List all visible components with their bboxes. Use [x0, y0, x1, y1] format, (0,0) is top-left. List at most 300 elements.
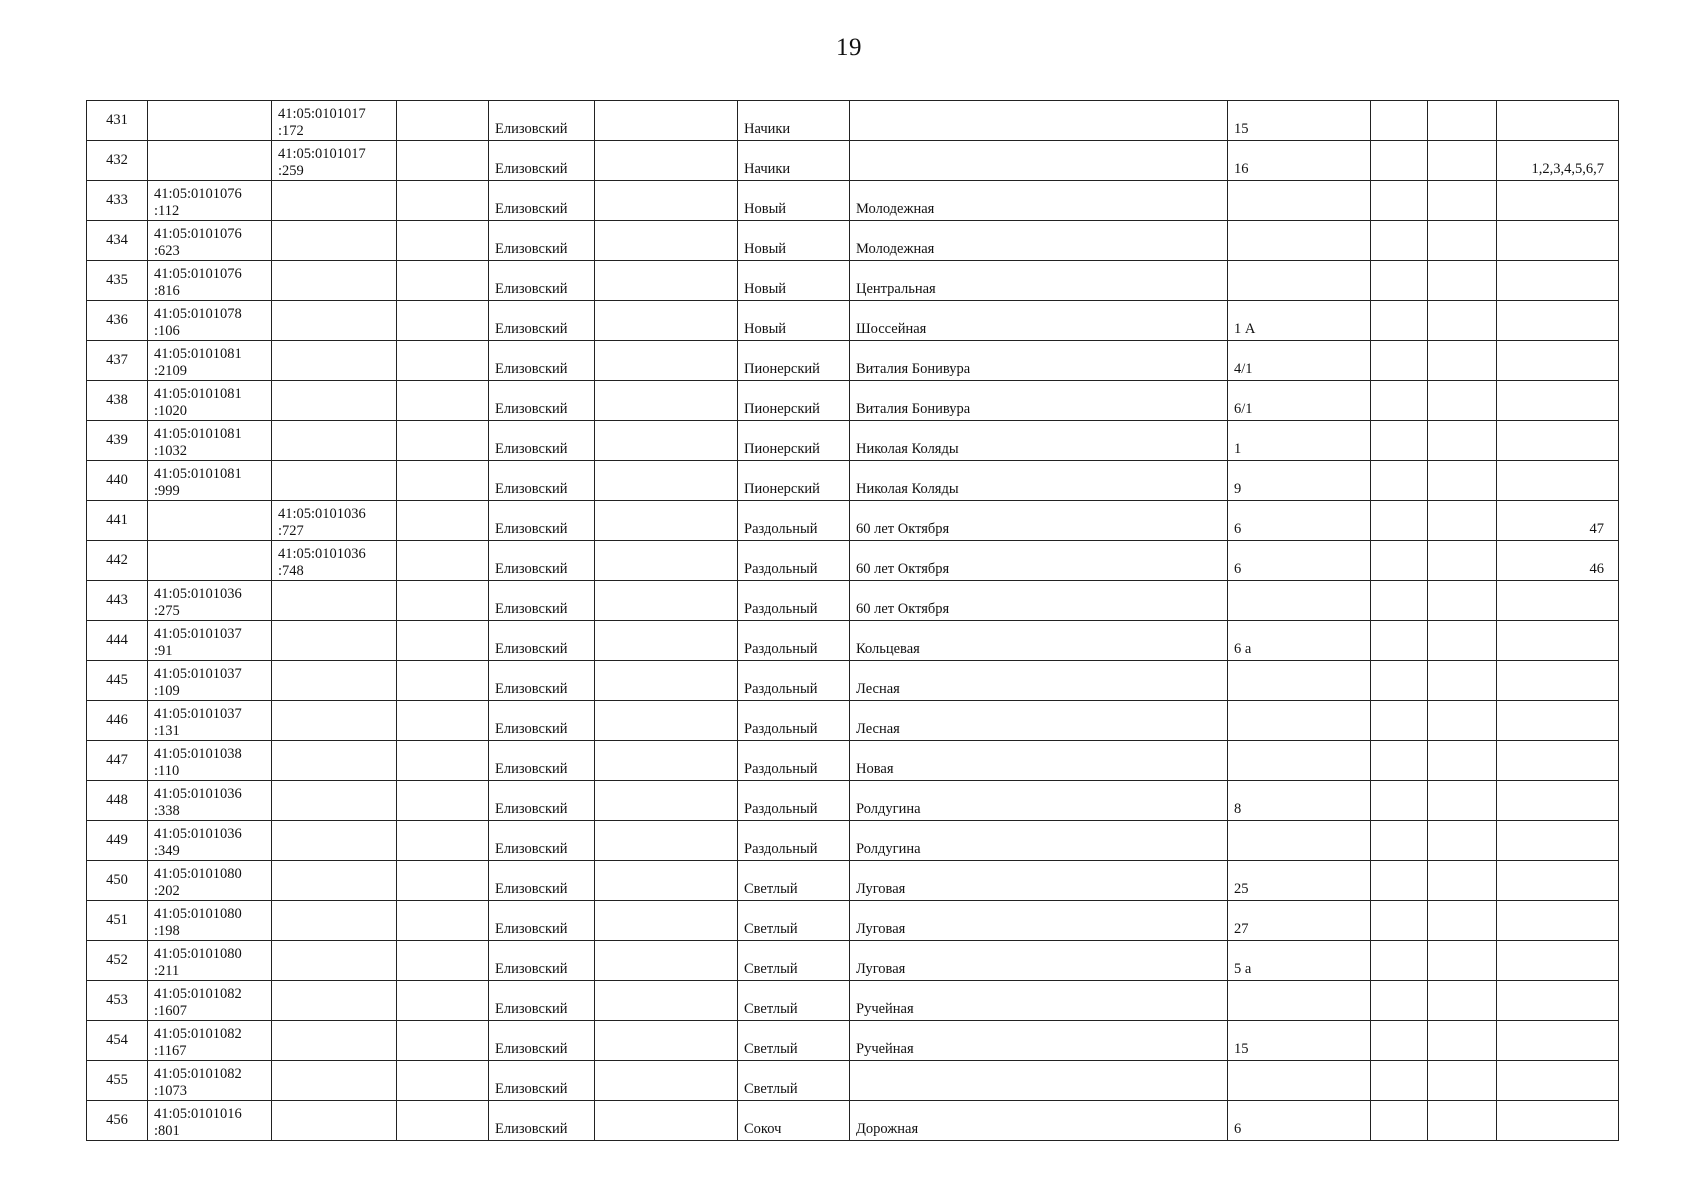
street-cell: [850, 101, 1228, 141]
row-number-cell: 445: [87, 661, 148, 701]
settlement-cell: Раздольный: [738, 541, 850, 581]
street-cell: Ручейная: [850, 1021, 1228, 1061]
building-cadastral-number-cell: [272, 861, 397, 901]
empty-cell: [1428, 781, 1497, 821]
empty-cell: [397, 821, 489, 861]
empty-cell: [397, 941, 489, 981]
street-cell: 60 лет Октября: [850, 581, 1228, 621]
empty-cell: [1428, 421, 1497, 461]
empty-cell: [1371, 381, 1428, 421]
cadastral-number-cell-line: 41:05:0101037: [154, 666, 242, 682]
cadastral-number-cell-line: 41:05:0101080: [154, 906, 242, 922]
apartments-cell: [1497, 741, 1619, 781]
empty-cell: [595, 301, 738, 341]
settlement-cell: Раздольный: [738, 821, 850, 861]
settlement-cell: Начики: [738, 101, 850, 141]
empty-cell: [1428, 661, 1497, 701]
street-cell: Дорожная: [850, 1101, 1228, 1141]
street-cell: [850, 141, 1228, 181]
street-cell: Луговая: [850, 901, 1228, 941]
row-number-cell: 440: [87, 461, 148, 501]
street-cell: Молодежная: [850, 181, 1228, 221]
cadastral-number-cell-line: 41:05:0101036: [154, 786, 242, 802]
settlement-cell: Раздольный: [738, 581, 850, 621]
empty-cell: [1371, 941, 1428, 981]
district-cell: Елизовский: [489, 1101, 595, 1141]
empty-cell: [1371, 661, 1428, 701]
building-cadastral-number-cell-line: :259: [278, 163, 304, 179]
street-cell: Виталия Бонивура: [850, 381, 1228, 421]
empty-cell: [397, 581, 489, 621]
empty-cell: [397, 341, 489, 381]
empty-cell: [1371, 181, 1428, 221]
settlement-cell: Раздольный: [738, 781, 850, 821]
empty-cell: [1428, 741, 1497, 781]
district-cell: Елизовский: [489, 941, 595, 981]
district-cell: Елизовский: [489, 901, 595, 941]
cadastral-number-cell: [148, 301, 272, 341]
empty-cell: [1371, 821, 1428, 861]
street-cell: Николая Коляды: [850, 421, 1228, 461]
empty-cell: [397, 181, 489, 221]
row-number-cell: 454: [87, 1021, 148, 1061]
table-row: [87, 781, 1619, 821]
settlement-cell: Светлый: [738, 981, 850, 1021]
street-cell: Луговая: [850, 861, 1228, 901]
table-row: [87, 221, 1619, 261]
cadastral-number-cell-line: 41:05:0101081: [154, 386, 242, 402]
cadastral-number-cell-line: :816: [154, 283, 180, 299]
row-number-cell: 456: [87, 1101, 148, 1141]
empty-cell: [1371, 421, 1428, 461]
page-number: 19: [836, 34, 862, 61]
cadastral-number-cell-line: 41:05:0101076: [154, 226, 242, 242]
building-cadastral-number-cell-line: :727: [278, 523, 304, 539]
empty-cell: [595, 261, 738, 301]
cadastral-number-cell: [148, 621, 272, 661]
empty-cell: [1371, 621, 1428, 661]
row-number-cell: 453: [87, 981, 148, 1021]
empty-cell: [1428, 381, 1497, 421]
cadastral-number-cell-line: :106: [154, 323, 180, 339]
district-cell: Елизовский: [489, 861, 595, 901]
empty-cell: [397, 1061, 489, 1101]
apartments-cell: 1,2,3,4,5,6,7: [1497, 141, 1619, 181]
empty-cell: [1428, 141, 1497, 181]
district-cell: Елизовский: [489, 101, 595, 141]
house-number-cell: [1228, 581, 1371, 621]
empty-cell: [1371, 901, 1428, 941]
building-cadastral-number-cell: [272, 741, 397, 781]
table-row: [87, 821, 1619, 861]
house-number-cell: [1228, 261, 1371, 301]
district-cell: Елизовский: [489, 221, 595, 261]
building-cadastral-number-cell: [272, 821, 397, 861]
empty-cell: [595, 181, 738, 221]
empty-cell: [1428, 221, 1497, 261]
empty-cell: [1371, 1101, 1428, 1141]
street-cell: 60 лет Октября: [850, 541, 1228, 581]
settlement-cell: Пионерский: [738, 421, 850, 461]
building-cadastral-number-cell: [272, 981, 397, 1021]
cadastral-number-cell: [148, 181, 272, 221]
street-cell: Ручейная: [850, 981, 1228, 1021]
empty-cell: [397, 301, 489, 341]
empty-cell: [595, 1061, 738, 1101]
house-number-cell: 15: [1228, 101, 1371, 141]
row-number-cell: 451: [87, 901, 148, 941]
cadastral-number-cell: [148, 541, 272, 581]
table-row: [87, 661, 1619, 701]
house-number-cell: [1228, 741, 1371, 781]
empty-cell: [1428, 181, 1497, 221]
street-cell: Лесная: [850, 661, 1228, 701]
street-cell: Ролдугина: [850, 821, 1228, 861]
empty-cell: [1371, 541, 1428, 581]
settlement-cell: Новый: [738, 301, 850, 341]
cadastral-number-cell: [148, 381, 272, 421]
street-cell: Луговая: [850, 941, 1228, 981]
settlement-cell: Новый: [738, 181, 850, 221]
cadastral-number-cell: [148, 501, 272, 541]
cadastral-number-cell-line: :109: [154, 683, 180, 699]
cadastral-number-cell: [148, 1021, 272, 1061]
apartments-cell: [1497, 581, 1619, 621]
empty-cell: [595, 541, 738, 581]
empty-cell: [1371, 1021, 1428, 1061]
empty-cell: [397, 261, 489, 301]
building-cadastral-number-cell: [272, 421, 397, 461]
table-row: [87, 141, 1619, 181]
district-cell: Елизовский: [489, 1061, 595, 1101]
building-cadastral-number-cell: [272, 181, 397, 221]
empty-cell: [595, 661, 738, 701]
settlement-cell: Светлый: [738, 1061, 850, 1101]
apartments-cell: [1497, 381, 1619, 421]
empty-cell: [595, 581, 738, 621]
empty-cell: [595, 941, 738, 981]
cadastral-number-cell-line: :211: [154, 963, 180, 979]
row-number-cell: 449: [87, 821, 148, 861]
apartments-cell: [1497, 861, 1619, 901]
building-cadastral-number-cell: [272, 901, 397, 941]
district-cell: Елизовский: [489, 621, 595, 661]
empty-cell: [1371, 581, 1428, 621]
row-number-cell: 432: [87, 141, 148, 181]
house-number-cell: 6 а: [1228, 621, 1371, 661]
cadastral-number-cell: [148, 901, 272, 941]
district-cell: Елизовский: [489, 381, 595, 421]
district-cell: Елизовский: [489, 781, 595, 821]
cadastral-number-cell-line: 41:05:0101036: [154, 586, 242, 602]
table-row: [87, 621, 1619, 661]
empty-cell: [1371, 701, 1428, 741]
empty-cell: [1371, 101, 1428, 141]
district-cell: Елизовский: [489, 701, 595, 741]
cadastral-number-cell-line: :91: [154, 643, 173, 659]
row-number-cell: 444: [87, 621, 148, 661]
street-cell: Николая Коляды: [850, 461, 1228, 501]
table-row: [87, 421, 1619, 461]
empty-cell: [397, 101, 489, 141]
building-cadastral-number-cell-line: :748: [278, 563, 304, 579]
empty-cell: [595, 781, 738, 821]
cadastral-number-cell-line: 41:05:0101038: [154, 746, 242, 762]
empty-cell: [1371, 461, 1428, 501]
table-row: [87, 381, 1619, 421]
house-number-cell: [1228, 661, 1371, 701]
cadastral-number-cell: [148, 741, 272, 781]
empty-cell: [1428, 1021, 1497, 1061]
empty-cell: [1428, 301, 1497, 341]
empty-cell: [595, 981, 738, 1021]
cadastral-number-cell: [148, 141, 272, 181]
registry-body: [87, 101, 1619, 1141]
apartments-cell: [1497, 341, 1619, 381]
apartments-cell: 46: [1497, 541, 1619, 581]
house-number-cell: 27: [1228, 901, 1371, 941]
building-cadastral-number-cell: [272, 1061, 397, 1101]
cadastral-number-cell-line: 41:05:0101036: [154, 826, 242, 842]
house-number-cell: 1: [1228, 421, 1371, 461]
cadastral-number-cell-line: 41:05:0101078: [154, 306, 242, 322]
cadastral-number-cell: [148, 221, 272, 261]
row-number-cell: 450: [87, 861, 148, 901]
house-number-cell: 9: [1228, 461, 1371, 501]
table-row: [87, 1061, 1619, 1101]
district-cell: Елизовский: [489, 341, 595, 381]
building-cadastral-number-cell-line: 41:05:0101036: [278, 546, 366, 562]
table-row: [87, 901, 1619, 941]
building-cadastral-number-cell-line: 41:05:0101017: [278, 106, 366, 122]
district-cell: Елизовский: [489, 181, 595, 221]
building-cadastral-number-cell: [272, 1021, 397, 1061]
row-number-cell: 438: [87, 381, 148, 421]
table-row: [87, 581, 1619, 621]
empty-cell: [1371, 501, 1428, 541]
apartments-cell: [1497, 1021, 1619, 1061]
empty-cell: [1371, 261, 1428, 301]
settlement-cell: Светлый: [738, 861, 850, 901]
table-row: [87, 1021, 1619, 1061]
building-cadastral-number-cell: [272, 381, 397, 421]
cadastral-number-cell-line: :338: [154, 803, 180, 819]
street-cell: Центральная: [850, 261, 1228, 301]
table-row: [87, 341, 1619, 381]
house-number-cell: [1228, 221, 1371, 261]
house-number-cell: 6: [1228, 1101, 1371, 1141]
settlement-cell: Пионерский: [738, 341, 850, 381]
table-row: [87, 181, 1619, 221]
street-cell: Новая: [850, 741, 1228, 781]
cadastral-number-cell-line: :623: [154, 243, 180, 259]
row-number-cell: 431: [87, 101, 148, 141]
settlement-cell: Светлый: [738, 1021, 850, 1061]
cadastral-number-cell: [148, 1101, 272, 1141]
apartments-cell: [1497, 661, 1619, 701]
house-number-cell: 8: [1228, 781, 1371, 821]
cadastral-number-cell-line: :1020: [154, 403, 188, 419]
cadastral-number-cell-line: :275: [154, 603, 180, 619]
empty-cell: [397, 1101, 489, 1141]
apartments-cell: [1497, 101, 1619, 141]
cadastral-number-cell-line: :801: [154, 1123, 180, 1139]
house-number-cell: 1 А: [1228, 301, 1371, 341]
row-number-cell: 447: [87, 741, 148, 781]
empty-cell: [1428, 821, 1497, 861]
empty-cell: [595, 741, 738, 781]
cadastral-number-cell: [148, 701, 272, 741]
cadastral-number-cell-line: :198: [154, 923, 180, 939]
district-cell: Елизовский: [489, 741, 595, 781]
house-number-cell: 5 а: [1228, 941, 1371, 981]
apartments-cell: [1497, 621, 1619, 661]
empty-cell: [1371, 221, 1428, 261]
settlement-cell: Новый: [738, 221, 850, 261]
building-cadastral-number-cell: [272, 941, 397, 981]
empty-cell: [397, 541, 489, 581]
building-cadastral-number-cell-line: 41:05:0101036: [278, 506, 366, 522]
cadastral-number-cell: [148, 461, 272, 501]
building-cadastral-number-cell: [272, 781, 397, 821]
cadastral-number-cell-line: :2109: [154, 363, 188, 379]
empty-cell: [595, 381, 738, 421]
empty-cell: [397, 1021, 489, 1061]
street-cell: Шоссейная: [850, 301, 1228, 341]
row-number-cell: 443: [87, 581, 148, 621]
cadastral-number-cell-line: 41:05:0101081: [154, 346, 242, 362]
empty-cell: [595, 101, 738, 141]
district-cell: Елизовский: [489, 261, 595, 301]
building-cadastral-number-cell: [272, 141, 397, 181]
cadastral-number-cell-line: 41:05:0101080: [154, 866, 242, 882]
row-number-cell: 448: [87, 781, 148, 821]
cadastral-number-cell-line: :1073: [154, 1083, 188, 1099]
apartments-cell: [1497, 301, 1619, 341]
cadastral-number-cell-line: :110: [154, 763, 180, 779]
district-cell: Елизовский: [489, 301, 595, 341]
house-number-cell: 4/1: [1228, 341, 1371, 381]
cadastral-number-cell-line: 41:05:0101082: [154, 1026, 242, 1042]
empty-cell: [397, 381, 489, 421]
cadastral-number-cell-line: 41:05:0101080: [154, 946, 242, 962]
empty-cell: [1428, 901, 1497, 941]
empty-cell: [1371, 1061, 1428, 1101]
house-number-cell: [1228, 981, 1371, 1021]
empty-cell: [1428, 981, 1497, 1021]
empty-cell: [595, 461, 738, 501]
empty-cell: [1371, 781, 1428, 821]
district-cell: Елизовский: [489, 461, 595, 501]
cadastral-number-cell-line: :112: [154, 203, 180, 219]
empty-cell: [595, 1101, 738, 1141]
cadastral-number-cell-line: :202: [154, 883, 180, 899]
empty-cell: [595, 901, 738, 941]
empty-cell: [1371, 861, 1428, 901]
row-number-cell: 437: [87, 341, 148, 381]
building-cadastral-number-cell: [272, 221, 397, 261]
settlement-cell: Раздольный: [738, 661, 850, 701]
cadastral-number-cell-line: 41:05:0101037: [154, 626, 242, 642]
apartments-cell: [1497, 1101, 1619, 1141]
district-cell: Елизовский: [489, 501, 595, 541]
empty-cell: [397, 741, 489, 781]
empty-cell: [1428, 461, 1497, 501]
settlement-cell: Начики: [738, 141, 850, 181]
row-number-cell: 436: [87, 301, 148, 341]
apartments-cell: [1497, 181, 1619, 221]
row-number-cell: 442: [87, 541, 148, 581]
house-number-cell: 25: [1228, 861, 1371, 901]
street-cell: Кольцевая: [850, 621, 1228, 661]
building-cadastral-number-cell: [272, 261, 397, 301]
table-row: [87, 541, 1619, 581]
cadastral-number-cell-line: 41:05:0101081: [154, 426, 242, 442]
empty-cell: [397, 221, 489, 261]
apartments-cell: [1497, 261, 1619, 301]
empty-cell: [397, 981, 489, 1021]
empty-cell: [397, 621, 489, 661]
row-number-cell: 455: [87, 1061, 148, 1101]
house-number-cell: [1228, 1061, 1371, 1101]
empty-cell: [1428, 261, 1497, 301]
district-cell: Елизовский: [489, 661, 595, 701]
cadastral-number-cell: [148, 1061, 272, 1101]
apartments-cell: [1497, 981, 1619, 1021]
cadastral-number-cell: [148, 421, 272, 461]
settlement-cell: Пионерский: [738, 461, 850, 501]
empty-cell: [397, 861, 489, 901]
empty-cell: [595, 141, 738, 181]
district-cell: Елизовский: [489, 581, 595, 621]
building-cadastral-number-cell: [272, 1101, 397, 1141]
cadastral-number-cell-line: 41:05:0101016: [154, 1106, 242, 1122]
house-number-cell: [1228, 701, 1371, 741]
table-row: [87, 701, 1619, 741]
empty-cell: [397, 701, 489, 741]
cadastral-number-cell: [148, 261, 272, 301]
row-number-cell: 434: [87, 221, 148, 261]
building-cadastral-number-cell: [272, 581, 397, 621]
apartments-cell: [1497, 901, 1619, 941]
apartments-cell: [1497, 941, 1619, 981]
apartments-cell: [1497, 821, 1619, 861]
building-cadastral-number-cell: [272, 621, 397, 661]
empty-cell: [595, 861, 738, 901]
cadastral-number-cell: [148, 861, 272, 901]
empty-cell: [1428, 621, 1497, 661]
empty-cell: [1371, 341, 1428, 381]
cadastral-number-cell-line: :1032: [154, 443, 188, 459]
cadastral-number-cell: [148, 941, 272, 981]
street-cell: Лесная: [850, 701, 1228, 741]
apartments-cell: [1497, 221, 1619, 261]
cadastral-number-cell-line: 41:05:0101076: [154, 266, 242, 282]
district-cell: Елизовский: [489, 981, 595, 1021]
empty-cell: [397, 781, 489, 821]
empty-cell: [397, 421, 489, 461]
empty-cell: [397, 141, 489, 181]
apartments-cell: 47: [1497, 501, 1619, 541]
district-cell: Елизовский: [489, 141, 595, 181]
table-row: [87, 101, 1619, 141]
building-cadastral-number-cell-line: 41:05:0101017: [278, 146, 366, 162]
table-row: [87, 261, 1619, 301]
apartments-cell: [1497, 421, 1619, 461]
cadastral-number-cell-line: 41:05:0101082: [154, 1066, 242, 1082]
street-cell: Ролдугина: [850, 781, 1228, 821]
row-number-cell: 439: [87, 421, 148, 461]
